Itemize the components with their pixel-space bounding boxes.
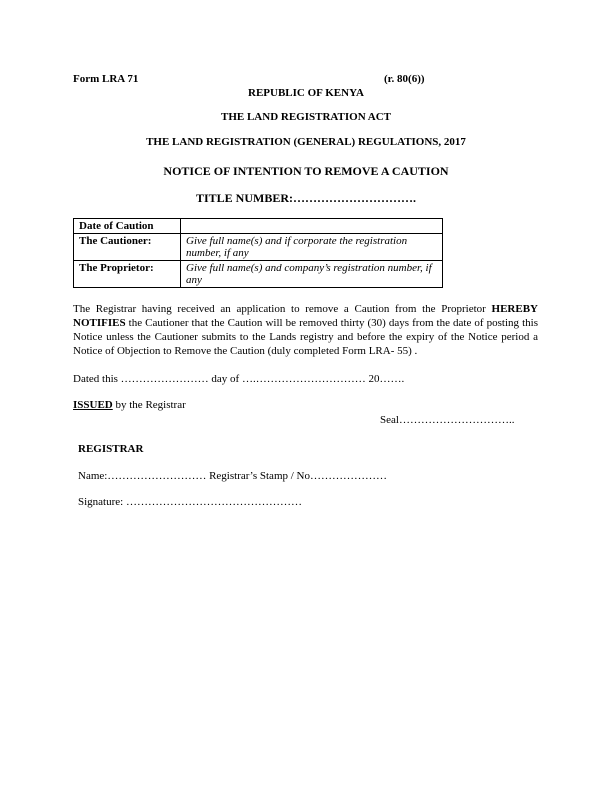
issued-line (73, 399, 186, 411)
cautioner-label: The Cautioner: (74, 234, 181, 261)
notice-title: NOTICE OF INTENTION TO REMOVE A CAUTION (163, 164, 449, 178)
caution-details-table (73, 218, 443, 288)
issued-label: ISSUED (73, 399, 113, 411)
table-row (74, 261, 443, 288)
registrar-heading: REGISTRAR (78, 443, 144, 455)
rule-reference: (r. 80(6)) (384, 73, 425, 85)
seal-line: Seal………………………….. (380, 414, 515, 426)
paragraph-bold-text: HEREBY NOTIFIES (73, 303, 538, 329)
dated-line: Dated this …………………… day of ….………………………… 20……. (73, 373, 405, 385)
title-number-line: TITLE NUMBER:…………………………. (195, 191, 416, 205)
table-row (74, 234, 443, 261)
signature-line: Signature: ………………………………………… (78, 496, 302, 508)
date-of-caution-value (181, 219, 443, 234)
proprietor-label: The Proprietor: (74, 261, 181, 288)
form-number: Form LRA 71 (73, 73, 139, 85)
regulations-heading: THE LAND REGISTRATION (GENERAL) REGULATIONS, 2017 (146, 136, 466, 148)
paragraph-text-start: The Registrar having received an application to remove a Caution from the Proprietor (73, 303, 492, 315)
table-row (74, 219, 443, 234)
country-heading: REPUBLIC OF KENYA (248, 87, 364, 99)
date-of-caution-label: Date of Caution (74, 219, 181, 234)
cautioner-value: Give full name(s) and if corporate the registration number, if any (181, 234, 443, 261)
paragraph-text-end: the Cautioner that the Caution will be removed thirty (30) days from the date of posting this Notice unless the Cautioner submits to the Lands registry and before the expiry of the Notice period a Notice of Objection to Remove the Caution (duly completed Form LRA- 55) . (73, 317, 538, 357)
proprietor-value: Give full name(s) and company’s registration number, if any (181, 261, 443, 288)
act-heading: THE LAND REGISTRATION ACT (220, 111, 392, 123)
notice-paragraph (73, 302, 538, 358)
name-stamp-line: Name:……………………… Registrar’s Stamp / No………………… (78, 470, 387, 482)
issued-rest: by the Registrar (112, 399, 186, 411)
